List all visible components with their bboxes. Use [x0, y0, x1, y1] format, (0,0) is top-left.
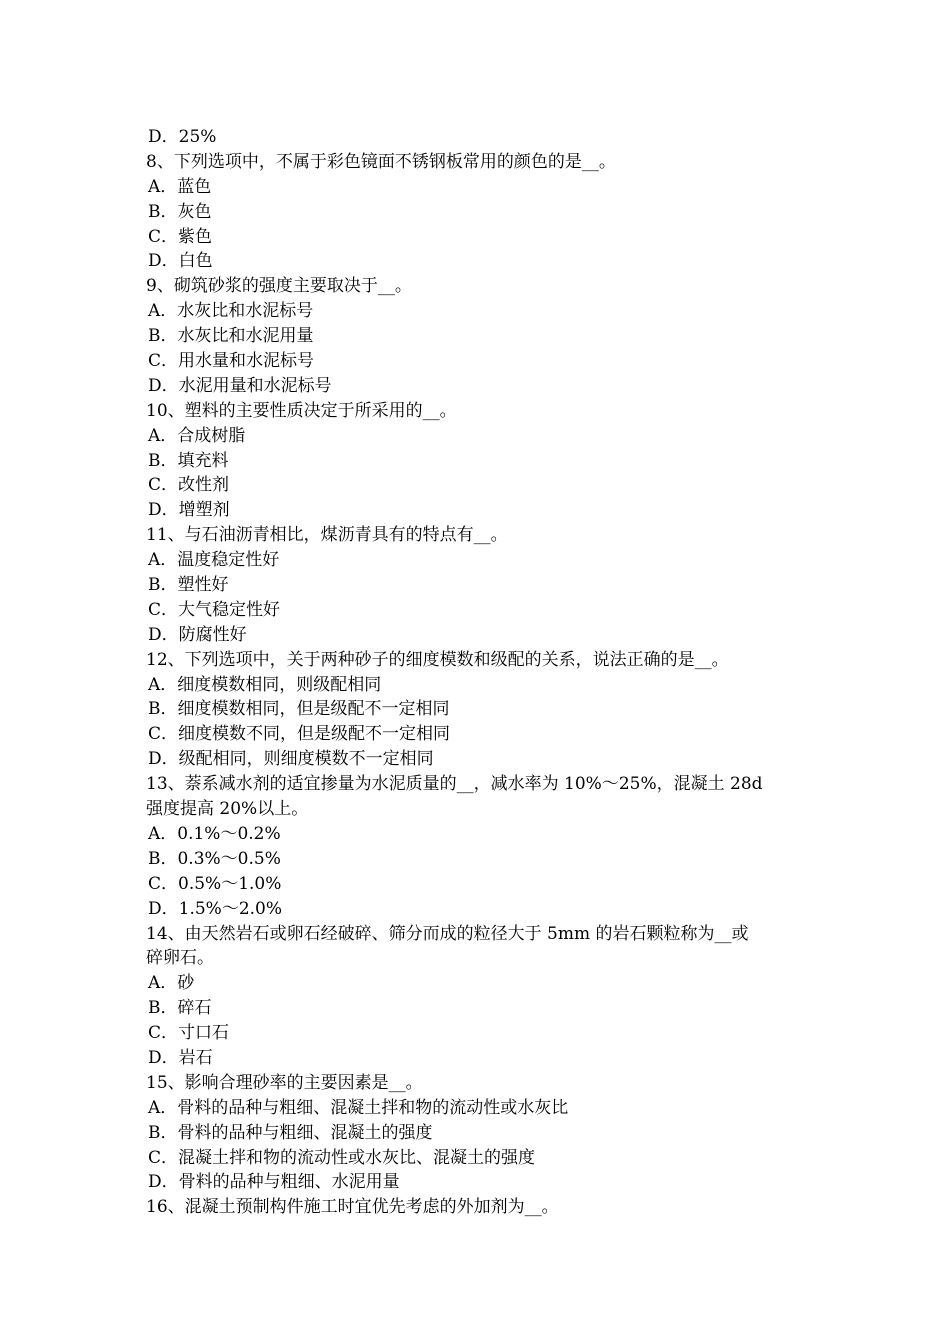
- answer-option: D．级配相同，则细度模数不一定相同: [148, 749, 434, 770]
- question-text: 15、影响合理砂率的主要因素是__。: [146, 1072, 423, 1093]
- answer-option: D．增塑剂: [148, 500, 230, 521]
- answer-option: A．蓝色: [148, 176, 212, 197]
- question-text: 8、下列选项中，不属于彩色镜面不锈钢板常用的颜色的是__。: [146, 151, 616, 172]
- answer-option: B．细度模数相同，但是级配不一定相同: [148, 699, 450, 720]
- answer-option: C．细度模数不同，但是级配不一定相同: [148, 724, 451, 745]
- document-page: [146, 125, 816, 1220]
- answer-option: A．0.1%～0.2%: [148, 823, 281, 844]
- answer-option: C．混凝土拌和物的流动性或水灰比、混凝土的强度: [148, 1147, 536, 1168]
- answer-option: C．0.5%～1.0%: [148, 873, 282, 894]
- question-text: 碎卵石。: [146, 948, 214, 969]
- answer-option: C．用水量和水泥标号: [148, 351, 315, 372]
- answer-option: B．碎石: [148, 998, 212, 1019]
- answer-option: D．骨料的品种与粗细、水泥用量: [148, 1172, 400, 1193]
- answer-option: C．紫色: [148, 226, 213, 247]
- answer-option: A．温度稳定性好: [148, 550, 280, 571]
- answer-option: D．水泥用量和水泥标号: [148, 375, 332, 396]
- answer-option: B．骨料的品种与粗细、混凝土的强度: [148, 1122, 433, 1143]
- answer-option: A．骨料的品种与粗细、混凝土拌和物的流动性或水灰比: [148, 1097, 569, 1118]
- answer-option: D．25%: [148, 127, 217, 147]
- answer-option: A．砂: [148, 973, 195, 994]
- answer-option: C．寸口石: [148, 1023, 230, 1044]
- question-text: 强度提高 20%以上。: [146, 799, 309, 820]
- question-text: 16、混凝土预制构件施工时宜优先考虑的外加剂为__。: [146, 1197, 559, 1218]
- answer-option: B．塑性好: [148, 575, 229, 596]
- answer-option: C．改性剂: [148, 475, 230, 496]
- question-text: 11、与石油沥青相比，煤沥青具有的特点有__。: [146, 525, 508, 546]
- answer-option: B．填充料: [148, 450, 229, 471]
- answer-option: D．岩石: [148, 1047, 213, 1068]
- answer-option: A．细度模数相同，则级配相同: [148, 674, 382, 695]
- answer-option: C．大气稳定性好: [148, 599, 281, 620]
- question-text: 14、由天然岩石或卵石经破碎、筛分而成的粒径大于 5mm 的岩石颗粒称为__或: [146, 923, 749, 944]
- question-text: 9、砌筑砂浆的强度主要取决于__。: [146, 276, 412, 297]
- answer-option: A．合成树脂: [148, 425, 246, 446]
- question-text: 12、下列选项中，关于两种砂子的细度模数和级配的关系，说法正确的是__。: [146, 649, 729, 670]
- question-text: 10、塑料的主要性质决定于所采用的__。: [146, 400, 457, 421]
- answer-option: B．0.3%～0.5%: [148, 848, 281, 869]
- answer-option: D．防腐性好: [148, 624, 247, 645]
- answer-option: D．白色: [148, 251, 213, 272]
- answer-option: D．1.5%～2.0%: [148, 898, 283, 919]
- answer-option: B．灰色: [148, 201, 212, 222]
- answer-option: A．水灰比和水泥标号: [148, 301, 314, 322]
- question-text: 13、萘系减水剂的适宜掺量为水泥质量的__，减水率为 10%～25%，混凝土 28d: [146, 774, 763, 795]
- answer-option: B．水灰比和水泥用量: [148, 326, 314, 347]
